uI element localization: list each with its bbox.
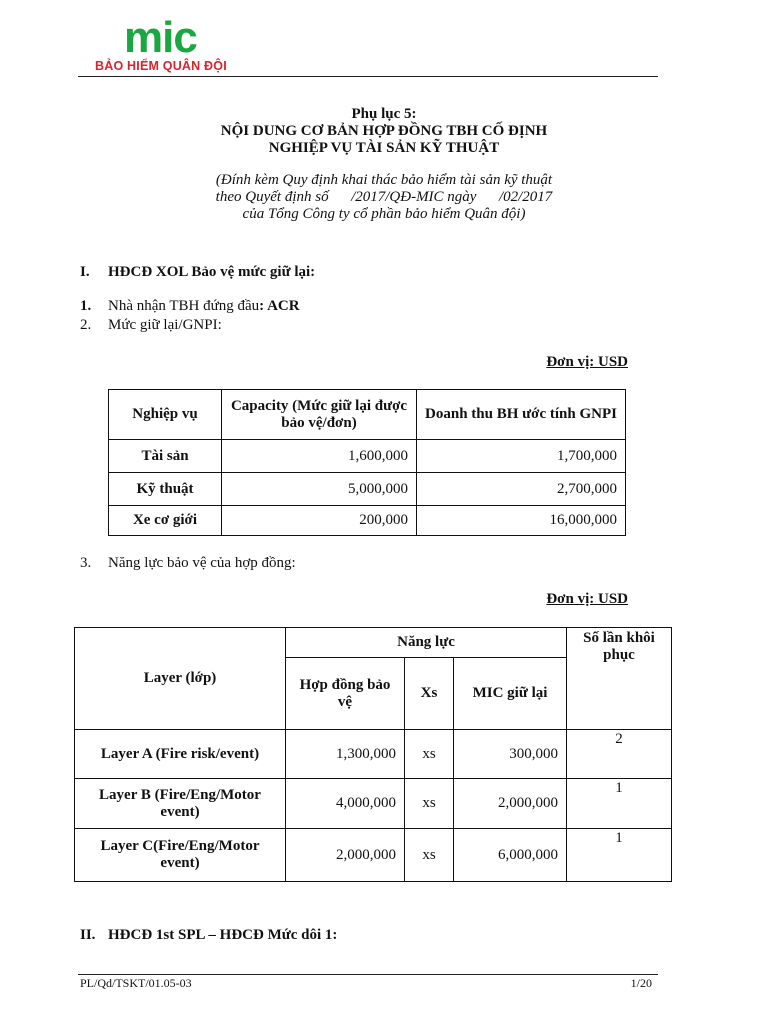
section-1-number: I. (80, 264, 90, 280)
gnpi-value: 2,700,000 (417, 473, 626, 506)
mic-logo-mark: mic (124, 13, 197, 62)
appendix-label: Phụ lục 5: (351, 106, 417, 122)
mic-logo-text: BẢO HIỂM QUÂN ĐỘI (95, 59, 227, 73)
table-row (109, 473, 626, 506)
contract-value: 2,000,000 (286, 829, 405, 882)
mic-value: 6,000,000 (454, 829, 567, 882)
header-gnpi: Doanh thu BH ước tính GNPI (417, 390, 626, 440)
header-rule (78, 76, 658, 77)
item-1-label: Nhà nhận TBH đứng đầu (108, 298, 260, 314)
footer-rule (78, 974, 658, 975)
layer-label: Layer A (Fire risk/event) (75, 730, 286, 779)
capacity-value: 1,600,000 (222, 440, 417, 473)
table-row (75, 829, 672, 882)
section-2-title: HĐCĐ 1st SPL – HĐCĐ Mức dôi 1: (108, 927, 338, 943)
item-1-value: : ACR (259, 298, 300, 314)
table-row (75, 779, 672, 829)
gnpi-value: 16,000,000 (417, 506, 626, 536)
table-row (109, 440, 626, 473)
note-line-3: của Tổng Công ty cổ phần bảo hiểm Quân đội) (242, 206, 526, 222)
header-restore-count: Số lần khôi phục (567, 628, 672, 730)
item-3-text: Năng lực bảo vệ của hợp đồng: (108, 555, 296, 571)
item-2-number: 2. (80, 317, 92, 333)
title-line-2: NGHIỆP VỤ TÀI SẢN KỸ THUẬT (268, 140, 500, 156)
header-xs: Xs (405, 658, 454, 730)
layer-label: Layer B (Fire/Eng/Motor event) (75, 779, 286, 829)
mic-value: 2,000,000 (454, 779, 567, 829)
footer-doc-code: PL/Qd/TSKT/01.05-03 (80, 976, 192, 990)
note-line-1: (Đính kèm Quy định khai thác bảo hiểm tài sản kỹ thuật (215, 172, 553, 188)
gnpi-value: 1,700,000 (417, 440, 626, 473)
retention-table (108, 389, 626, 536)
header-contract: Hợp đồng bảo vệ (286, 658, 405, 730)
xs-value: xs (405, 779, 454, 829)
table-row (109, 506, 626, 536)
section-1-title: HĐCĐ XOL Bảo vệ mức giữ lại: (108, 264, 316, 280)
item-1-number: 1. (80, 298, 92, 314)
table-header-row (109, 390, 626, 440)
capacity-value: 5,000,000 (222, 473, 417, 506)
restore-value: 1 (567, 779, 672, 829)
header-capacity: Capacity (Mức giữ lại được bảo vệ/đơn) (222, 390, 417, 440)
table-row (75, 730, 672, 779)
restore-value: 1 (567, 829, 672, 882)
section-2-number: II. (80, 927, 96, 943)
unit-label-2: Đơn vị: USD (546, 591, 628, 607)
row-label: Kỹ thuật (109, 473, 222, 506)
item-2-text: Mức giữ lại/GNPI: (108, 317, 222, 333)
mic-value: 300,000 (454, 730, 567, 779)
table-header-row (75, 628, 672, 658)
capacity-table (74, 627, 672, 882)
item-3-number: 3. (80, 555, 92, 571)
restore-value: 2 (567, 730, 672, 779)
xs-value: xs (405, 829, 454, 882)
item-1-text (108, 298, 300, 315)
contract-value: 4,000,000 (286, 779, 405, 829)
note-line-2: theo Quyết định số /2017/QĐ-MIC ngày /02/2017 (215, 189, 553, 205)
capacity-value: 200,000 (222, 506, 417, 536)
xs-value: xs (405, 730, 454, 779)
title-line-1: NỘI DUNG CƠ BẢN HỢP ĐỒNG TBH CỐ ĐỊNH (220, 123, 548, 139)
row-label: Xe cơ giới (109, 506, 222, 536)
footer-page-number: 1/20 (630, 976, 652, 990)
unit-label-1: Đơn vị: USD (546, 354, 628, 370)
header-layer: Layer (lớp) (75, 628, 286, 730)
layer-label: Layer C(Fire/Eng/Motor event) (75, 829, 286, 882)
header-mic-retention: MIC giữ lại (454, 658, 567, 730)
header-line-of-business: Nghiệp vụ (109, 390, 222, 440)
contract-value: 1,300,000 (286, 730, 405, 779)
row-label: Tài sản (109, 440, 222, 473)
header-capacity: Năng lực (286, 628, 567, 658)
